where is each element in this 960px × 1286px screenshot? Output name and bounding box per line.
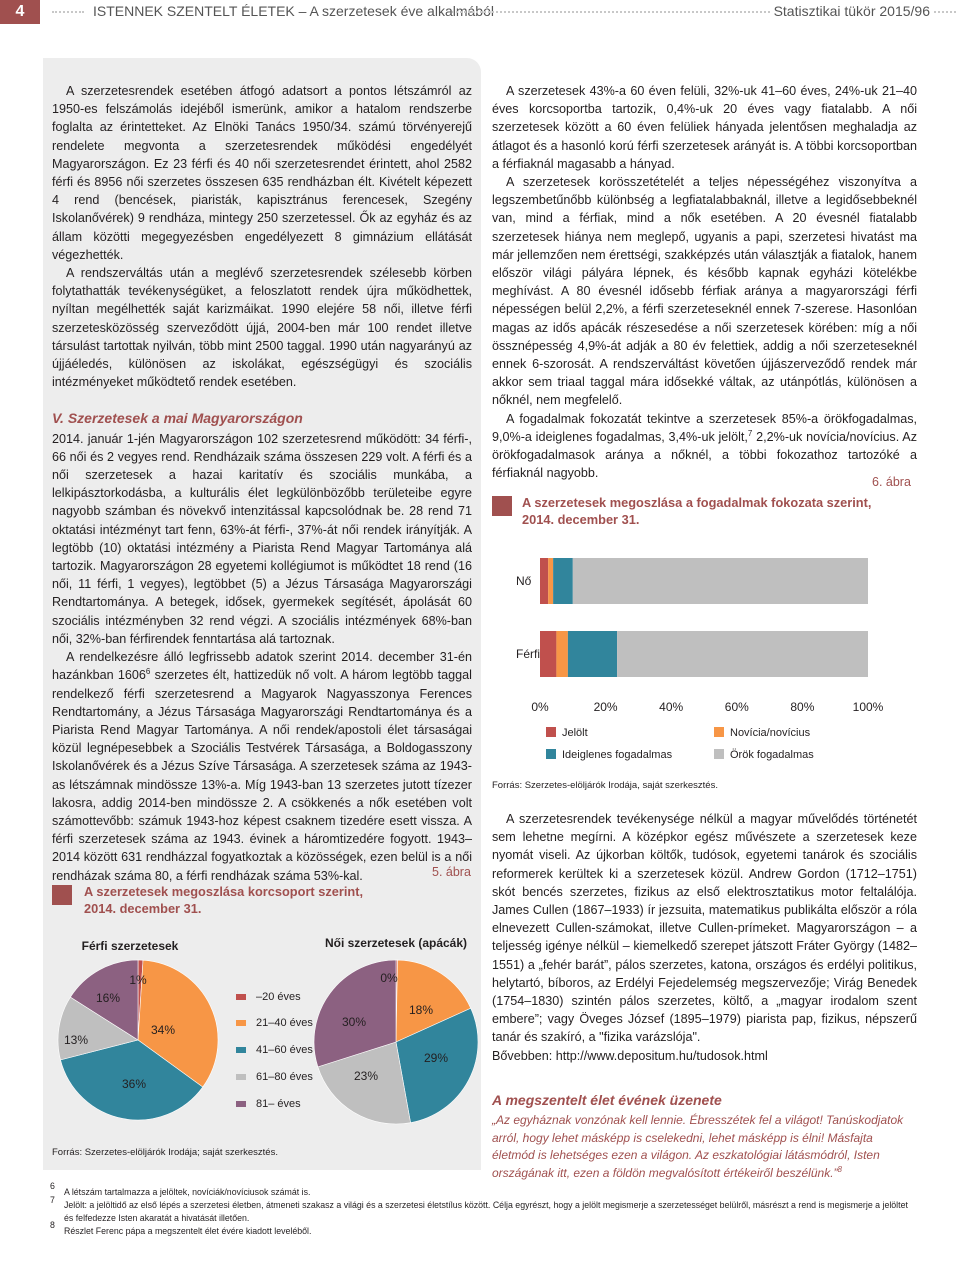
bar-segment	[553, 558, 573, 604]
legend-label: Ideiglenes fogadalmas	[562, 749, 673, 761]
legend-label: 61–80 éves	[256, 1071, 313, 1083]
pie-value-label: 29%	[423, 1051, 449, 1065]
legend-label: Jelölt	[562, 727, 588, 739]
footnote-ref-8[interactable]: 8	[837, 1164, 842, 1174]
footnote-8-number: 8	[50, 1220, 55, 1230]
pie-title: Női szerzetesek (apácák)	[324, 936, 468, 950]
bar-segment	[568, 631, 617, 677]
right-column-top	[492, 82, 917, 482]
pie-value-label: 36%	[121, 1077, 147, 1091]
running-right: Statisztikai tükör 2015/96	[773, 3, 930, 19]
fig6-source: Forrás: Szerzetes-elöljárók Irodája, saját szerkesztés.	[492, 780, 718, 791]
footnote-6-number: 6	[50, 1181, 55, 1191]
legend-swatch	[236, 1101, 246, 1107]
x-tick-label: 0%	[531, 700, 549, 714]
header-dots-middle	[452, 11, 770, 13]
footnote-8-text: Részlet Ferenc pápa a megszentelt élet évére kiadott leveléből.	[64, 1226, 312, 1236]
fig5-marker	[52, 885, 72, 905]
left-paragraph-2: A rendszerváltás után a meglévő szerzetesrendek szélesebb körben folytathatták tevékenységüket, a feloszlatott rendek újra működhettek, nyíltan megélhették saját karizmáikat. 1990 elejére 58 női, illetve férfi szerzetesközösség szerveződött újjá, 2004-ben már 100 rendet illetve társulást tartottak nyilván, több mint 2500 taggal. 1990 után nagyarányú az újjáéledés, különösen az iskolákat, egészségügyi és szociális intézményeket működtető rendek esetében.	[52, 266, 472, 390]
p4-part-a: A rendelkezésre álló legfrissebb adatok szerint 2014. december 31-én hazánkban 1606	[52, 650, 472, 683]
right-paragraph-4: A szerzetesrendek tevékenysége nélkül a magyar művelődés történetét sem lehetne megírni. A középkor egész művészete a szerzetesek keze nyomát viseli. Az újkorban költők, tudósok, egyetemi tanárok és szociális reformerek kerültek ki a szerzetesek közül. Andrew Gordon (1712–1751) skót bencés szerzetes, fizikus az első elektrosztatikus motor feltalálója. James Cullen (1867–1933) ír jezsuita, matematikus publikálta először a róla elnevezett Cullen-számokat, illetve Cullen-prímeket. Magyarországon – a teljesség igénye nélkül – kiemelkedő szerepet játszott Fráter György (1482–1551) a „fehér barát”, pálos szerzetes, katona, országos és erdélyi politikus, helytartó, bíboros, az Erdélyi Fejedelemség megszervezője; Virág Benedek (1754–1830) szintén pálos szerzetes, költő, a „magyar irodalom szent embere”; vagy Öveges József (1895–1979) piarista pap, fizikus, népszerű tanár és szakíró, a "fizika varázslója".	[492, 812, 917, 1045]
pie-value-label: 30%	[341, 1015, 367, 1029]
footnote-ref-7[interactable]: 7	[747, 428, 753, 438]
legend-swatch	[236, 994, 246, 1000]
x-tick-label: 80%	[790, 700, 815, 714]
bar-category-label: Nő	[516, 574, 532, 588]
pie-value-label: 13%	[63, 1033, 89, 1047]
bar-segment	[617, 631, 868, 677]
legend-swatch	[236, 1020, 246, 1026]
pie-value-label: 34%	[150, 1023, 176, 1037]
footnote-7-text: Jelölt: a jelöltidő az első lépés a szerzetesi életben, átmeneti szakasz a világi és a szerzetesi életstílus között. Célja egyrészt, hogy a jelölt megismerje a szerzetességet belülről, másrészt a rend is megismerje a jelöltet és felfedezze Isten akaratát a hivatását illetően.	[64, 1200, 908, 1223]
left-paragraph-4	[52, 648, 472, 885]
p4-part-b: szerzetes élt, hattizedük nő volt. A három legtöbb taggal rendelkező férfi szerzetesrend a Magyarok Nagyasszonya Ferences Rendtartomány, a Jézus Társasága Magyarországi Rendtartománya és a Piarista Rend Magyar Tartománya. A női rendek/apostoli élet társaságai közül legnépesebbek a Szociális Testvérek Társasága, a Boldogasszony Iskolanővérek és a Jézus Szíve Társasága. A szerzetesek száma az 1943-as létszámnak mindössze 13%-a. Míg 1943-ban 13 szerzetes jutott tízezer lakosra, addig 2014-ben mindössze 2. A csökkenés a nők esetében volt számottevőbb: számuk 1943-hoz képest csaknem tizedére esett vissza. A férfi szerzetesek száma az 1943. évinek a háromtizedére fogyott. 1943–2014 között 631 rendházzal fogyatkoztak a közösségek, ezen belül is a női rendházak száma 80, a férfi rendházak száma 53%-kal.	[52, 668, 472, 883]
fig6-title-line1: A szerzetesek megoszlása a fogadalmak fokozata szerint,	[522, 495, 872, 510]
bar-segment	[540, 558, 548, 604]
legend-label: Örök fogadalmas	[730, 749, 814, 761]
legend-swatch	[546, 727, 556, 737]
page-number: 4	[15, 3, 25, 20]
legend-label: 21–40 éves	[256, 1017, 313, 1029]
p3-part-a: A fogadalmak fokozatát tekintve a szerzetesek 85%-a örökfogadalmas, 9,0%-a ideiglenes fogadalmas, 3,4%-uk jelölt,	[492, 411, 917, 444]
right-paragraph-2: A szerzetesek korösszetételét a teljes népességéhez viszonyítva a legszembetűnőbb különbség a legfiatalabbaknál, illetve a legidősebbeknél van, mind a férfiak, mind a nők esetében. A 20 évesnél fiatalabb szerzetesek hiánya nem meglepő, ugyanis a papi, szerzetesi hivatást ma már jellemzően nem érettségi, szakképzés után választják a fiatalok, hanem először világi pályára lépnek, és később kapnak egyházi kötelékbe meghívást. A 80 évesnél idősebb férfiak aránya a magyarországi férfi népességen belül 2,2%, a férfi szerzeteseknél ennek 7-szerese. Hasonlóan magas az idős apácák részesedése a női szerzetesek körében: míg a női össznépesség 4,9%-át adják a 80 év felettiek, addig a női szerzeteseknél ennek 6-szorosát. A rendszerváltást követően újjászerveződő rendek már akkor sem triaal taggal mára idősekké váltak, az utánpótlás, különösen a nőknél, nem megfelelő.	[492, 175, 917, 408]
footnote-ref-6[interactable]: 6	[145, 667, 151, 677]
fig5-title-line2: 2014. december 31.	[84, 901, 202, 916]
fig6-marker	[492, 496, 512, 516]
fig6-title-line2: 2014. december 31.	[522, 512, 640, 527]
x-tick-label: 40%	[659, 700, 684, 714]
running-title: ISTENNEK SZENTELT ÉLETEK – A szerzetesek éve alkalmából	[93, 3, 494, 19]
fig6-chart	[492, 534, 917, 770]
pie-value-label: 23%	[353, 1069, 379, 1083]
quote-body: „Az egyháznak vonzónak kell lennie. Ébresszétek fel a világot! Tanúskodjatok arról, hogy lehet másképp is cselekedni, lehet másképp is élni! Másfajta életmód is lehetséges ezen a világon. Az eszkatológiai látásmódról, Isten országának itt, ezen a földön megvalósított értékeiről beszélünk.”	[492, 1113, 904, 1180]
bar-segment	[556, 631, 567, 677]
fig5-title-line1: A szerzetesek megoszlása korcsoport szerint,	[84, 884, 364, 899]
pie-value-label: 0%	[380, 971, 398, 985]
section-title: V. Szerzetesek a mai Magyarországon	[52, 410, 303, 427]
legend-label: 41–60 éves	[256, 1044, 313, 1056]
bar-segment	[573, 558, 868, 604]
legend-swatch	[714, 727, 724, 737]
legend-label: –20 éves	[256, 991, 301, 1003]
p3-part-b: 2,2%-uk novícia/novícius. Az örökfogadalmasok aránya a nőknél, a többi fokozathoz tartozóké a férfiaknál nagyobb.	[492, 429, 917, 481]
quote-title: A megszentelt élet évének üzenete	[492, 1092, 722, 1108]
bar-segment	[548, 558, 553, 604]
right-paragraph-5[interactable]: Bővebben: http://www.depositum.hu/tudosok.html	[492, 1048, 768, 1063]
fig5-title	[84, 883, 363, 917]
legend-swatch	[236, 1074, 246, 1080]
bar-segment	[540, 631, 556, 677]
pie-value-label: 1%	[129, 973, 147, 987]
fig6-title	[522, 494, 871, 528]
bar-category-label: Férfi	[516, 647, 540, 661]
pie-title: Férfi szerzetesek	[81, 939, 179, 953]
footnote-6-text: A létszám tartalmazza a jelöltek, novíciák/novíciusok számát is.	[64, 1187, 311, 1197]
right-paragraph-3	[492, 410, 917, 483]
fig6-label: 6. ábra	[872, 475, 911, 489]
right-paragraph-1: A szerzetesek 43%-a 60 éven felüli, 32%-uk 41–60 éves, 24%-uk 21–40 éves korcsoportba tartozik, 0,4%-uk 20 éves vagy fiatalabb. A női szerzetesek között a 60 éven felüliek hányada jelentősen meghaladja az átlagot és a hasonló korú férfi szerzetesek arányát is. A többi korcsoportban a férfiaknál magasabb a hányad.	[492, 84, 917, 171]
x-tick-label: 60%	[724, 700, 749, 714]
fig5-chart	[48, 928, 478, 1134]
footnote-7-number: 7	[50, 1195, 55, 1205]
pie-value-label: 16%	[95, 991, 121, 1005]
legend-swatch	[546, 749, 556, 759]
header-dots-left	[52, 11, 84, 13]
legend-swatch	[714, 749, 724, 759]
fig5-label: 5. ábra	[432, 865, 471, 879]
header-dots-right	[934, 11, 956, 13]
x-tick-label: 20%	[593, 700, 618, 714]
left-column	[52, 82, 472, 885]
x-tick-label: 100%	[852, 700, 884, 714]
legend-swatch	[236, 1047, 246, 1053]
left-paragraph-1: A szerzetesrendek esetében átfogó adatsort a pontos létszámról az 1950-es felszámolás idejéből ismerünk, amikor a hatalom rendszerbe foglalta az érintetteket. Az Elnöki Tanács 1950/34. számú törvényerejű rendelete megvonta a szerzetesrendek működési engedélyét Magyarországon. Ez 23 férfi és 40 női szerzetesrendet érintett, ahol 2582 férfi és 8956 női szerzetes összesen 635 rendházban élt. Kivételt képezett 4 rend (bencések, piaristák, kapisztránus ferencesek, Szegény Iskolanővérek) 9 rendháza, mintegy 250 szerzetessel. Ők az egyház és az állam közötti megegyezésben engedélyezett 8 gimnázium ellátását végezhették.	[52, 84, 472, 262]
page-header	[0, 0, 960, 24]
legend-label: 81– éves	[256, 1098, 301, 1110]
fig5-source: Forrás: Szerzetes-elöljárók Irodája; saját szerkesztés.	[52, 1147, 278, 1158]
right-column-bottom	[492, 810, 917, 1065]
quote-text	[492, 1112, 917, 1182]
left-paragraph-3: 2014. január 1-jén Magyarországon 102 szerzetesrend működött: 34 férfi-, 66 női és 2 vegyes rend. Rendházaik száma összesen 229 volt. A férfi és a női szerzetesek a hazai karitatív és szociális munkába, a lelkipásztorkodásba, a kulturális élet legkülönbözőbb területeibe egyre nagyobb számban és növekvő intenzitással kapcsolódnak be. 28 rend 71 oktatási intézményt tart fenn, 63%-át férfi-, 37%-át női rendek irányítják. A legtöbb (10) oktatási intézmény a Piarista Rend Magyar Tartománya alá tartozik. Magyarországon 28 egyetemi kollégiumot is működtet 18 rend (16 női, 11 férfi, 1 vegyes), legtöbbet (5) a Jézus Társasága Magyarországi Rendtartománya. A betegek, idősek, gyermekek segítését, ápolását 60 szociális intézményben 32 rend végzi. A szociális intézmények 68%-ban női, 32%-ban férfirendek fenntartása alá tartoznak.	[52, 431, 472, 646]
legend-label: Novícia/novícius	[730, 727, 811, 739]
pie-value-label: 18%	[408, 1003, 434, 1017]
